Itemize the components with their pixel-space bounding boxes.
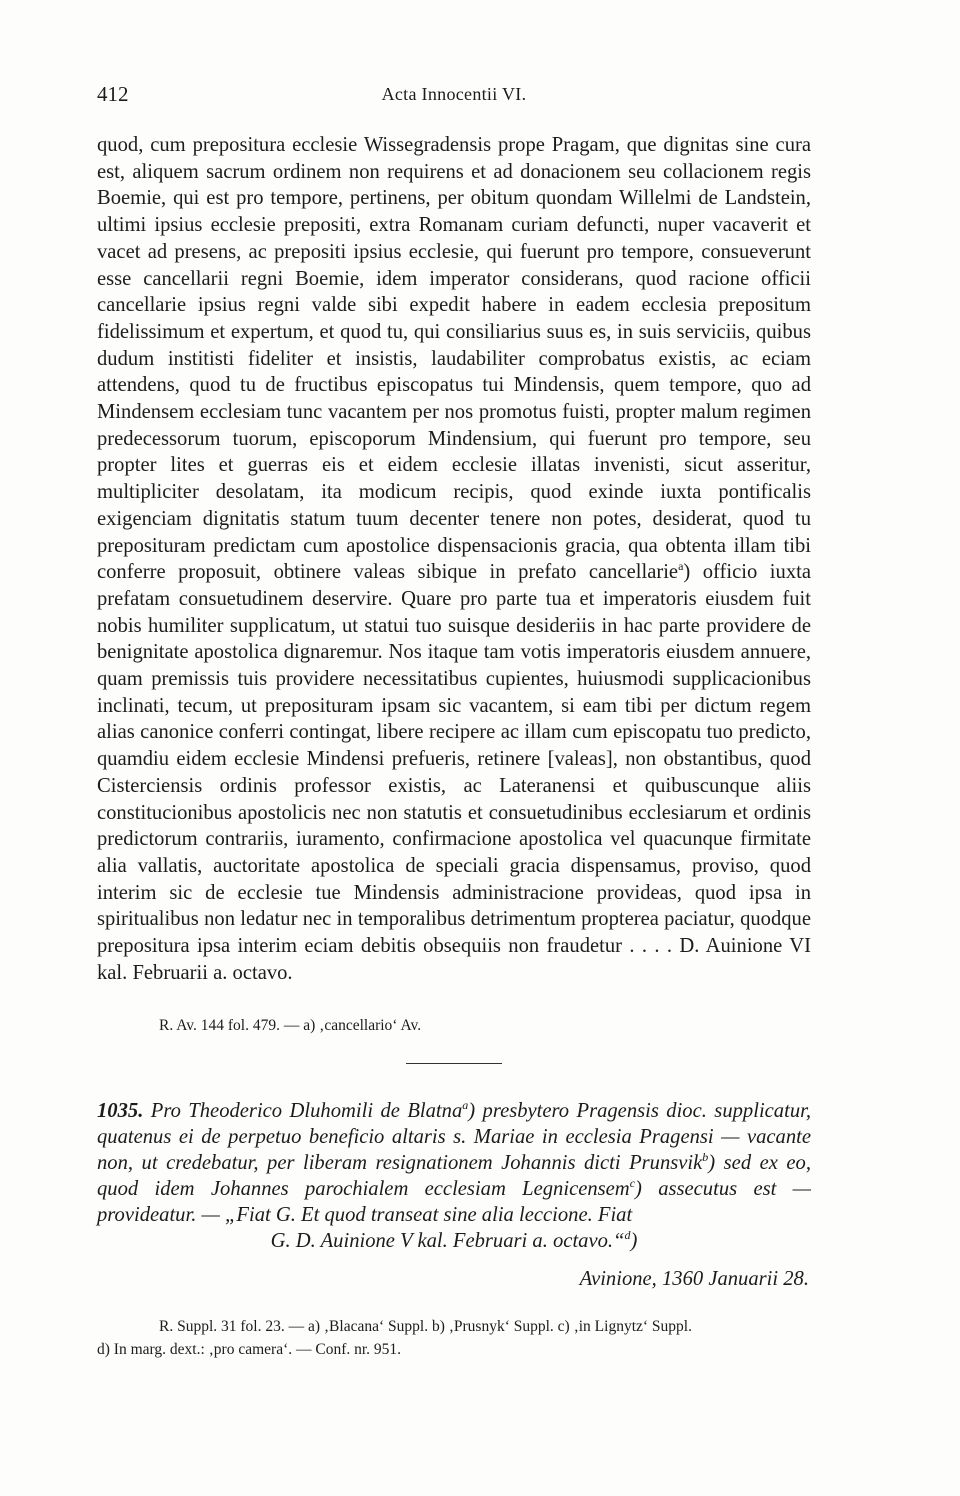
- entry-tail-text: G. D. Auinione V kal. Februari a. octavo.“: [270, 1229, 625, 1252]
- entry-number: 1035.: [97, 1099, 144, 1122]
- section-divider: [406, 1063, 502, 1064]
- page-number: 412: [97, 82, 129, 106]
- entry-text-b: ) presbytero Pragensis dioc. supplicatur, quatenus ei de perpetuo beneficio altaris s. Mariae in ecclesia Pragensi — vacante non, ut credebatur, per liberam resignationem Johannis dicti Prunsvik: [97, 1099, 811, 1174]
- footnote-marker-b: b: [702, 1149, 709, 1164]
- entry-text-d: ) assecutus est — provideatur. — „Fiat G. Et quod transeat sine alia leccione. Fiat: [97, 1177, 811, 1226]
- entry-text-a: Pro Theoderico Dluhomili de Blatna: [150, 1099, 463, 1122]
- page-header: [97, 82, 811, 118]
- entry-date: Avinione, 1360 Januarii 28.: [579, 1267, 809, 1290]
- entry-note-line-2: d) In marg. dext.: ‚pro camera‘. — Conf. nr. 951.: [97, 1340, 402, 1358]
- main-paragraph: [97, 132, 811, 987]
- entry-1035: [97, 1098, 811, 1228]
- footnote-marker-a: a: [462, 1097, 469, 1112]
- entry-note-line-1: R. Suppl. 31 fol. 23. — a) ‚Blacana‘ Suppl. b) ‚Prusnyk‘ Suppl. c) ‚in Lignytz‘ Suppl.: [159, 1317, 692, 1335]
- paragraph-text-continued: ) officio iuxta prefatam consuetudinem deservire. Quare pro parte tua et imperatoris eiusdem fuit nobis humiliter supplicatum, ut statui tuo suisque desideriis in hac parte providere de benignitate apostolica dignaremur. Nos itaque tam votis imperatoris eiusdem annuere, quam premissis tuis providere necessitatibus cupientes, huiusmodi supplicacionibus inclinati, tecum, ut preposituram ipsam sic vacantem, si eam tibi per dictum regem alias canonice conferri contingat, libere recipere ac illam cum episcopatu tuo predicto, quamdiu eidem ecclesie Mindensi prefueris, retinere [valeas], non obstantibus, quod Cisterciensis ordinis professor existis, ac Lateranensi et quibuscunque aliis constitucionibus apostolicis nec non statutis et consuetudinibus ecclesiarum et ordinis predictorum contrariis, iuramento, confirmacione apostolica vel quacunque firmitate alia vallatis, auctoritate apostolica de speciali gracia dispensamus, proviso, quod interim sic de ecclesie tue Mindensis administracione provideas, quod ipsa in spiritualibus non ledatur nec in temporalibus detrimentum propterea paciatur, quodque prepositura ipsa interim eciam debitis obsequiis non fraudetur . . . . D. Auinione VI kal. Februarii a. octavo.: [97, 561, 811, 984]
- entry-tail-end: ): [630, 1229, 638, 1252]
- entry-notes: [97, 1315, 811, 1361]
- footnote-marker-a: a: [678, 559, 684, 574]
- entry-text-c: ) sed ex eo, quod idem Johannes parochialem ecclesiam Legnicensem: [97, 1151, 811, 1200]
- running-title: Acta Innocentii VI.: [381, 84, 527, 104]
- footnote-marker-c: c: [629, 1175, 636, 1190]
- footnote-marker-d: d: [624, 1227, 631, 1242]
- entry-tail: [97, 1228, 811, 1254]
- source-note: R. Av. 144 fol. 479. — a) ‚cancellario‘ Av.: [159, 1016, 422, 1034]
- paragraph-text: quod, cum prepositura ecclesie Wissegradensis prope Pragam, que dignitas sine cura est, aliquem sacrum ordinem non requirens et ad donacionem seu collacionem regis Boemie, qui est pro tempore, pertinens, per obitum quondam Willelmi de Landstein, ultimi ipsius ecclesie prepositi, extra Romanam curiam defuncti, nuper vacaverit et vacet ad presens, ac prepositi ipsius ecclesie, qui fuerunt pro tempore, consueverunt esse cancellarii regni Boemie, idem imperator considerans, quod racione officii cancellarie ipsius regni valde sibi expedit habere in eadem ecclesia prepositum fidelissimum et expertum, et quod tu, qui consiliarius suus es, in suis serviciis, quibus dudum institisti fideliter et insistis, laudabiliter comprobatus existis, ac eciam attendens, quod tu de fructibus episcopatus tui Mindensis, quem tempore, quo ad Mindensem ecclesiam tunc vacantem per nos promotus fuisti, propter malum regimen predecessorum tuorum, episcoporum Mindensium, qui fuerunt pro tempore, seu propter lites et guerras eis et eidem ecclesie illatas invenisti, sicut asseritur, multipliciter desolatam, ita modicum recipis, quod exinde iuxta pontificalis exigenciam dignitatis statum tuum decenter tenere non potes, desiderat, quod tu preposituram predictam cum apostolice dispensacionis gracia, qua obtenta illam tibi conferre proposuit, obtinere valeas sibique in prefato cancellarie: [97, 134, 811, 584]
- document-page: [97, 82, 811, 1361]
